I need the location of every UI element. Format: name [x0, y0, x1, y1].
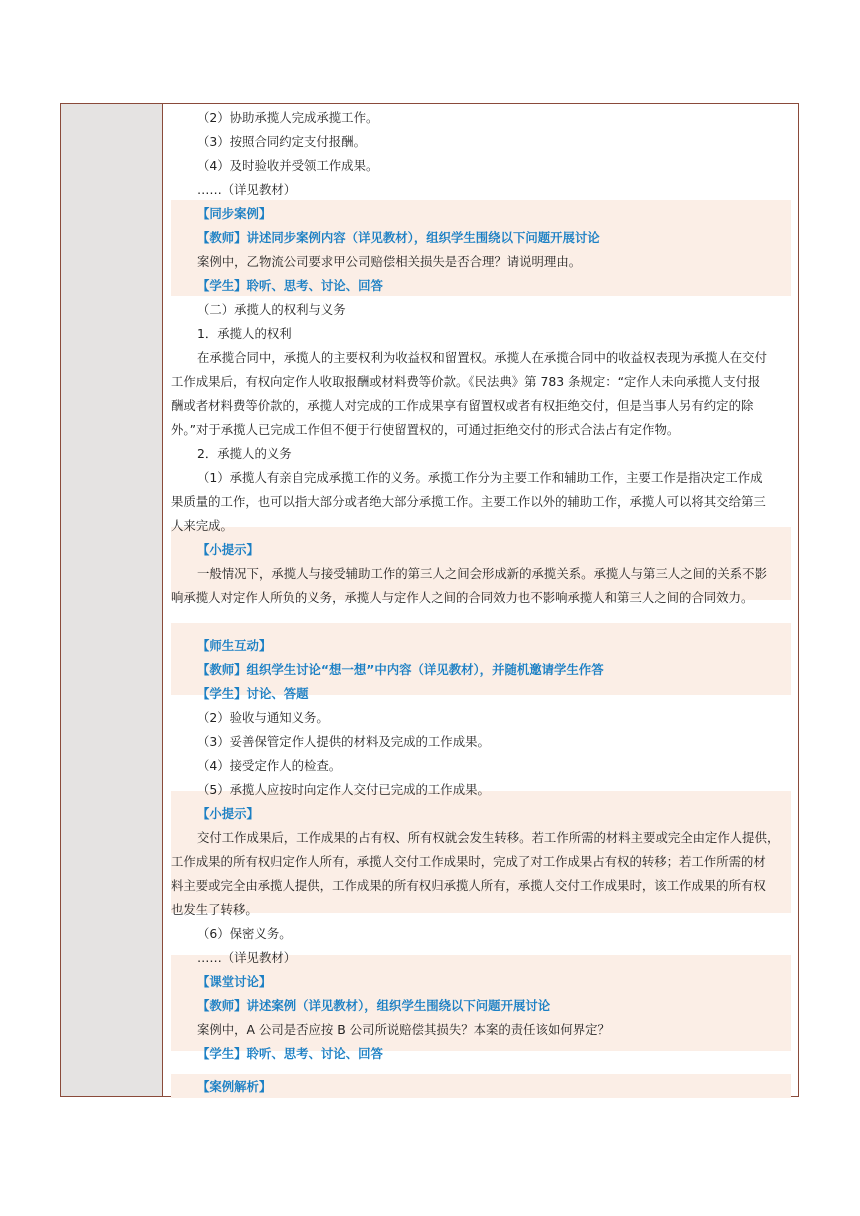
highlight-block — [171, 623, 791, 695]
text-line: （1）承揽人有亲自完成承揽工作的义务。承揽工作分为主要工作和辅助工作，主要工作是指决定工作成 — [197, 470, 763, 485]
heading-line: 【案例解析】 — [197, 1079, 272, 1094]
heading-line: 【课堂讨论】 — [197, 974, 272, 989]
text-line: 工作成果后，有权向定作人收取报酬或材料费等价款。《民法典》第 783 条规定：“定作人未向承揽人支付报 — [171, 374, 761, 389]
text-line: （2）协助承揽人完成承揽工作。 — [197, 110, 379, 125]
text-line: 酬或者材料费等价款的，承揽人对完成的工作成果享有留置权或者有权拒绝交付，但是当事人另有约定的除 — [171, 398, 754, 413]
lesson-table — [60, 103, 799, 1097]
text-line: （4）接受定作人的检查。 — [197, 758, 342, 773]
text-line: 人来完成。 — [171, 518, 233, 533]
text-line: （2）验收与通知义务。 — [197, 710, 329, 725]
heading-line: 【学生】聆听、思考、讨论、回答 — [197, 1046, 383, 1061]
heading-line: 【教师】组织学生讨论“想一想”中内容（详见教材），并随机邀请学生作答 — [197, 662, 604, 677]
text-line: （二）承揽人的权利与义务 — [197, 302, 346, 317]
text-line: 果质量的工作，也可以指大部分或者绝大部分承揽工作。主要工作以外的辅助工作，承揽人可以将其交给第三 — [171, 494, 766, 509]
text-line: 响承揽人对定作人所负的义务，承揽人与定作人之间的合同效力也不影响承揽人和第三人之间的合同效力。 — [171, 590, 754, 605]
heading-line: 【小提示】 — [197, 542, 259, 557]
heading-line: 【同步案例】 — [197, 206, 272, 221]
heading-line: 【学生】讨论、答题 — [197, 686, 309, 701]
heading-line: 【小提示】 — [197, 806, 259, 821]
text-line: （6）保密义务。 — [197, 926, 292, 941]
text-line: 料主要或完全由承揽人提供，工作成果的所有权归承揽人所有，承揽人交付工作成果时，该工作成果的所有权 — [171, 878, 766, 893]
left-column — [61, 104, 163, 1096]
heading-line: 【教师】讲述同步案例内容（详见教材），组织学生围绕以下问题开展讨论 — [197, 230, 600, 245]
text-line: 案例中，A 公司是否应按 B 公司所说赔偿其损失？本案的责任该如何界定？ — [197, 1022, 610, 1037]
heading-line: 【教师】讲述案例（详见教材），组织学生围绕以下问题开展讨论 — [197, 998, 551, 1013]
text-line: （5）承揽人应按时向定作人交付已完成的工作成果。 — [197, 782, 490, 797]
heading-line: 【师生互动】 — [197, 638, 272, 653]
text-line: ……（详见教材） — [197, 950, 297, 965]
text-line: 案例中，乙物流公司要求甲公司赔偿相关损失是否合理？请说明理由。 — [197, 254, 582, 269]
text-line: 外。”对于承揽人已完成工作但不便于行使留置权的，可通过拒绝交付的形式合法占有定作物。 — [171, 422, 680, 437]
text-line: 也发生了转移。 — [171, 902, 258, 917]
text-line: （4）及时验收并受领工作成果。 — [197, 158, 379, 173]
text-line: 2．承揽人的义务 — [197, 446, 292, 461]
text-line: 1．承揽人的权利 — [197, 326, 292, 341]
text-line: ……（详见教材） — [197, 182, 297, 197]
text-line: 交付工作成果后，工作成果的占有权、所有权就会发生转移。若工作所需的材料主要或完全由定作人提供， — [197, 830, 780, 845]
text-line: 一般情况下，承揽人与接受辅助工作的第三人之间会形成新的承揽关系。承揽人与第三人之间的关系不影 — [197, 566, 767, 581]
heading-line: 【学生】聆听、思考、讨论、回答 — [197, 278, 383, 293]
text-line: 工作成果的所有权归定作人所有，承揽人交付工作成果时，完成了对工作成果占有权的转移；若工作所需的材 — [171, 854, 766, 869]
text-line: （3）按照合同约定支付报酬。 — [197, 134, 366, 149]
text-line: （3）妥善保管定作人提供的材料及完成的工作成果。 — [197, 734, 490, 749]
text-line: 在承揽合同中，承揽人的主要权利为收益权和留置权。承揽人在承揽合同中的收益权表现为承揽人在交付 — [197, 350, 767, 365]
